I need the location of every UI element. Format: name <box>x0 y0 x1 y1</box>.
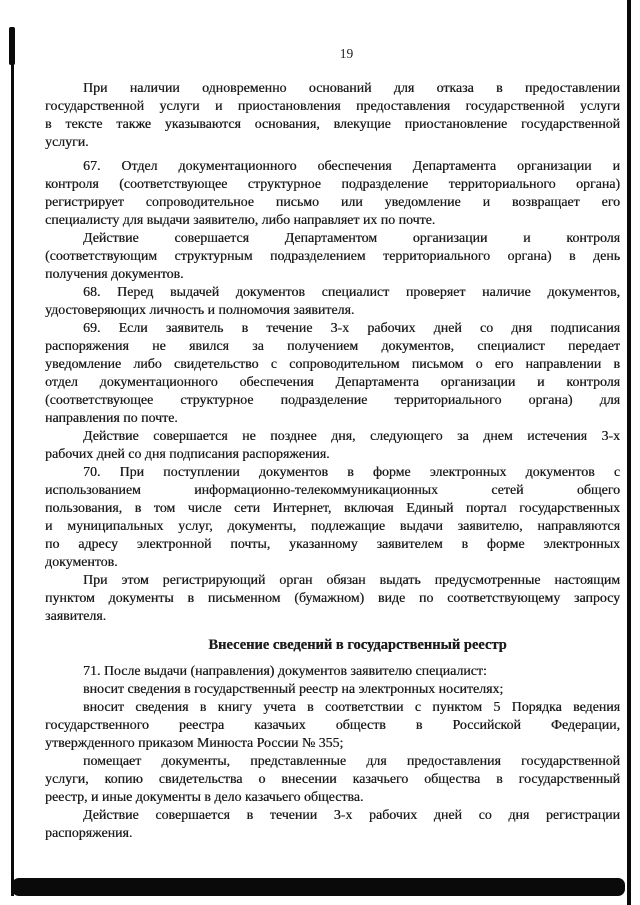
document-page <box>45 45 620 843</box>
text-line: Действие совершается не позднее дня, следующего за днем истечения 3-х <box>83 429 620 444</box>
text-line: по адресу электронной почты, указанному заявителем в форме электронных <box>45 537 620 552</box>
text-line: Действие совершается Департаментом организации и контроля <box>83 231 620 246</box>
text-line: документов. <box>45 555 118 570</box>
text-line: (соответствующим структурным подразделением территориального органа) в день <box>45 249 620 264</box>
text-line: направления по почте. <box>45 411 178 426</box>
scan-border-topleft-mark <box>9 27 15 65</box>
paragraph <box>45 158 620 230</box>
text-line: получения документов. <box>45 267 184 282</box>
text-line: вносит сведения в государственный реестр на электронных носителях; <box>83 682 504 697</box>
paragraph <box>45 663 620 681</box>
text-line: помещает документы, представленные для предоставления государственной <box>83 754 620 769</box>
text-line: При этом регистрирующий орган обязан выдать предусмотренные настоящим <box>83 573 620 588</box>
scan-border-right <box>627 0 631 905</box>
paragraph <box>45 428 620 464</box>
text-line: распоряжения не явился за получением документов, специалист передает <box>45 339 620 354</box>
text-line: и муниципальных услуг, документы, подлежащие выдачи заявителю, направляются <box>45 519 620 534</box>
page-number: 19 <box>339 46 354 61</box>
paragraph <box>45 230 620 284</box>
text-line: утвержденного приказом Минюста России № 355; <box>45 736 344 751</box>
text-line: отдел документационного обеспечения Департамента организации и контроля <box>45 375 620 390</box>
text-line: пунктом документы в письменном (бумажном) виде по соответствующему запросу <box>45 591 620 606</box>
paragraph <box>45 699 620 753</box>
text-line: 67. Отдел документационного обеспечения Департамента организации и <box>83 159 620 174</box>
text-line: пользования, в том числе сети Интернет, включая Единый портал государственных <box>45 501 620 516</box>
body-text-bottom <box>45 663 620 843</box>
scan-border-left <box>11 27 14 896</box>
paragraph <box>45 681 620 699</box>
text-line: услуги. <box>45 135 89 150</box>
text-line: использованием информационно-телекоммуникационных сетей общего <box>45 483 620 498</box>
text-line: (соответствующее структурное подразделение территориального органа) для <box>45 393 620 408</box>
text-line: 68. Перед выдачей документов специалист проверяет наличие документов, <box>83 285 620 300</box>
text-line: уведомление либо свидетельство с сопроводительном письмом о его направлении в <box>45 357 620 372</box>
section-heading: Внесение сведений в государственный реестр <box>208 637 507 653</box>
paragraph <box>45 753 620 807</box>
paragraph <box>45 572 620 626</box>
text-line: рабочих дней со дня подписания распоряжения. <box>45 447 330 462</box>
text-line: государственного реестра казачьих обществ в Российской Федерации, <box>45 718 620 733</box>
text-line: в тексте также указываются основания, влекущие приостановление государственной <box>45 117 620 132</box>
paragraph <box>45 284 620 320</box>
text-line: регистрирует сопроводительное письмо или уведомление и возвращает его <box>45 195 620 210</box>
text-line: специалисту для выдачи заявителю, либо направляет их по почте. <box>45 213 436 228</box>
text-line: контроля (соответствующее структурное подразделение территориального органа) <box>45 177 620 192</box>
body-text-top <box>45 80 620 626</box>
paragraph <box>45 80 620 152</box>
text-line: 69. Если заявитель в течение 3-х рабочих дней со дня подписания <box>83 321 620 336</box>
scan-border-bottom-bar <box>12 878 625 896</box>
text-line: реестр, и иные документы в дело казачьего общества. <box>45 790 364 805</box>
paragraph <box>45 807 620 843</box>
text-line: вносит сведения в книгу учета в соответствии с пунктом 5 Порядка ведения <box>83 700 620 715</box>
text-line: При наличии одновременно оснований для отказа в предоставлении <box>83 81 620 96</box>
text-line: удостоверяющих личность и полномочия заявителя. <box>45 303 355 318</box>
text-line: 70. При поступлении документов в форме электронных документов с <box>83 465 620 480</box>
text-line: Действие совершается в течении 3-х рабочих дней со дня регистрации <box>83 808 620 823</box>
text-line: государственной услуги и приостановления предоставления государственной услуги <box>45 99 620 114</box>
text-line: заявителя. <box>45 609 107 624</box>
paragraph <box>45 464 620 572</box>
paragraph <box>45 320 620 428</box>
text-line: распоряжения. <box>45 826 133 841</box>
text-line: 71. После выдачи (направления) документов заявителю специалист: <box>83 664 487 679</box>
text-line: услуги, копию свидетельства о внесении казачьего общества в государственный <box>45 772 620 787</box>
